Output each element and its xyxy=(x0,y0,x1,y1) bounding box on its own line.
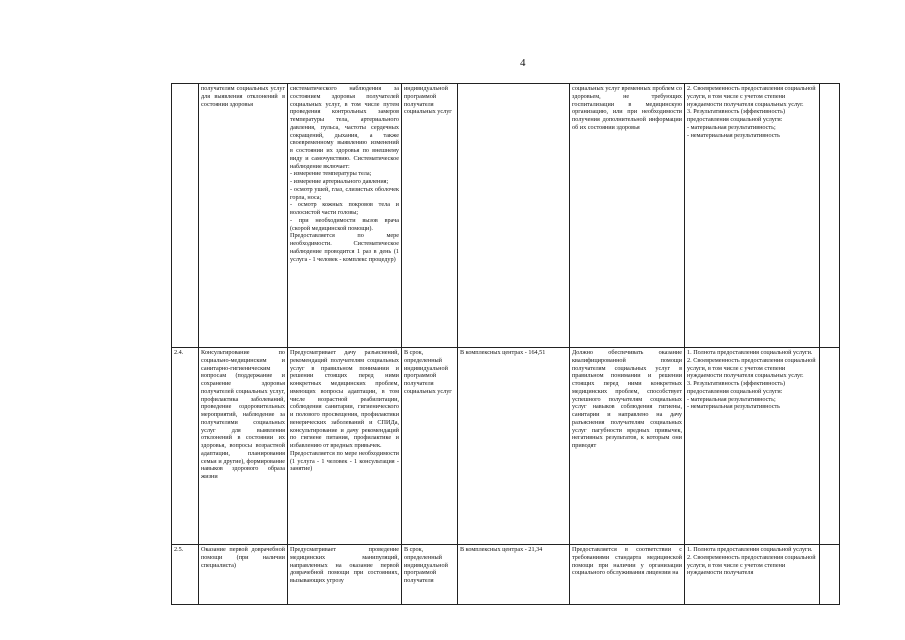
indicators-cell: 2. Своевременность предоставления социальной услуги, в том числе с учетом степени нуждаемости получателя социальных услуг. 3. Результативность (эффективность) предоставления социальной услуги: - материальная результативность; - нематериальная результативность xyxy=(685,84,820,348)
conditions-cell: социальных услуг временных проблем со здоровьем, не требующих госпитализации в медицинскую организацию, или при необходимости получения дополнительной информации об их состоянии здоровья xyxy=(570,84,685,348)
tariff-cell xyxy=(458,84,570,348)
table-row xyxy=(172,84,840,348)
conditions-cell: Должно обеспечивать оказание квалифицированной помощи получателям социальных услуг в правильном понимании и решении стоящих перед ними конкретных медицинских проблем, способствует успешного получателям социальных услуг навыков соблюдения гигиены, санитарии и направлено на дачу разъяснения получателям социальных услуг пагубности вредных привычек, негативных результатов, к которым они приводят xyxy=(570,348,685,545)
indicators-cell: 1. Полнота предоставления социальной услуги. 2. Своевременность предоставления социальной услуги, в том числе с учетом степени нуждаемости получателя xyxy=(685,545,820,605)
empty-cell xyxy=(820,545,840,605)
row-number-cell xyxy=(172,84,199,348)
tariff-cell: В комплексных центрах - 164,51 xyxy=(458,348,570,545)
page-number: 4 xyxy=(520,57,526,69)
conditions-cell: Предоставляется в соответствии с требованиями стандарта медицинской помощи при наличии у организации социального обслуживания лицензии на xyxy=(570,545,685,605)
empty-cell xyxy=(820,348,840,545)
service-content-cell: Предусматривает проведение медицинских манипуляций, направленных на оказание первой доврачебной помощи при состояниях, вызывающих угрозу xyxy=(288,545,402,605)
empty-cell xyxy=(820,84,840,348)
service-name-cell: Оказание первой доврачебной помощи (при наличии специалиста) xyxy=(199,545,288,605)
tariff-cell: В комплексных центрах - 21,34 xyxy=(458,545,570,605)
service-name-cell: получателям социальных услуг для выявления отклонений в состоянии здоровья xyxy=(199,84,288,348)
service-content-cell: Предусматривает дачу разъяснений, рекомендаций получателям социальных услуг в правильном понимании и решении стоящих перед ними конкретных медицинских проблем, имеющих вопросы адаптации, в том числе возрастной реабилитации, соблюдения санитарии, гигиенического и полового просвещения, профилактики венерических заболеваний и СПИДа, консультирование и дачу рекомендаций по гигиене питания, профилактике и избавлению от вредных привычек. Предоставляется по мере необходимости (1 услуга - 1 человек - 1 консультация - занятие) xyxy=(288,348,402,545)
indicators-cell: 1. Полнота предоставления социальной услуги. 2. Своевременность предоставления социальной услуги, в том числе с учетом степени нуждаемости получателя социальных услуг. 3. Результативность (эффективность) предоставления социальной услуги: - материальная результативность; - нематериальная результативность xyxy=(685,348,820,545)
service-name-cell: Консультирование по социально-медицинским и санитарно-гигиеническим вопросам (поддержание и сохранение здоровья получателей социальных услуг, профилактика заболеваний, проведение оздоровительных мероприятий, наблюдение за получателями социальных услуг для выявления отклонений в состоянии их здоровья, вопросы возрастной адаптации, планирования семьи и другие), формирование навыков здорового образа жизни xyxy=(199,348,288,545)
row-number-cell: 2.4. xyxy=(172,348,199,545)
service-term-cell: индивидуальной программой получателя социальных услуг xyxy=(402,84,458,348)
table-row xyxy=(172,348,840,545)
service-content-cell: систематического наблюдения за состоянием здоровья получателей социальных услуг, в том числе путем проведения контрольных замеров температуры тела, артериального давления, пульса, частоты сердечных сокращений, дыхания, а также своевременному выявлению изменений в состоянии их здоровья по внешнему виду и самочувствию. Систематическое наблюдение включает: - измерение температуры тела; - измерение артериального давления; - осмотр ушей, глаз, слизистых оболочек горла, носа; - осмотр кожных покровов тела и волосистой части головы; - при необходимости вызов врача (скорой медицинской помощи). Предоставляется по мере необходимости. Систематическое наблюдение проводится 1 раз в день (1 услуга - 1 человек - комплекс процедур) xyxy=(288,84,402,348)
services-table xyxy=(171,83,840,605)
service-term-cell: В срок, определенный индивидуальной программой получателя xyxy=(402,545,458,605)
row-number-cell: 2.5. xyxy=(172,545,199,605)
table-row xyxy=(172,545,840,605)
service-term-cell: В срок, определенный индивидуальной программой получателя социальных услуг xyxy=(402,348,458,545)
